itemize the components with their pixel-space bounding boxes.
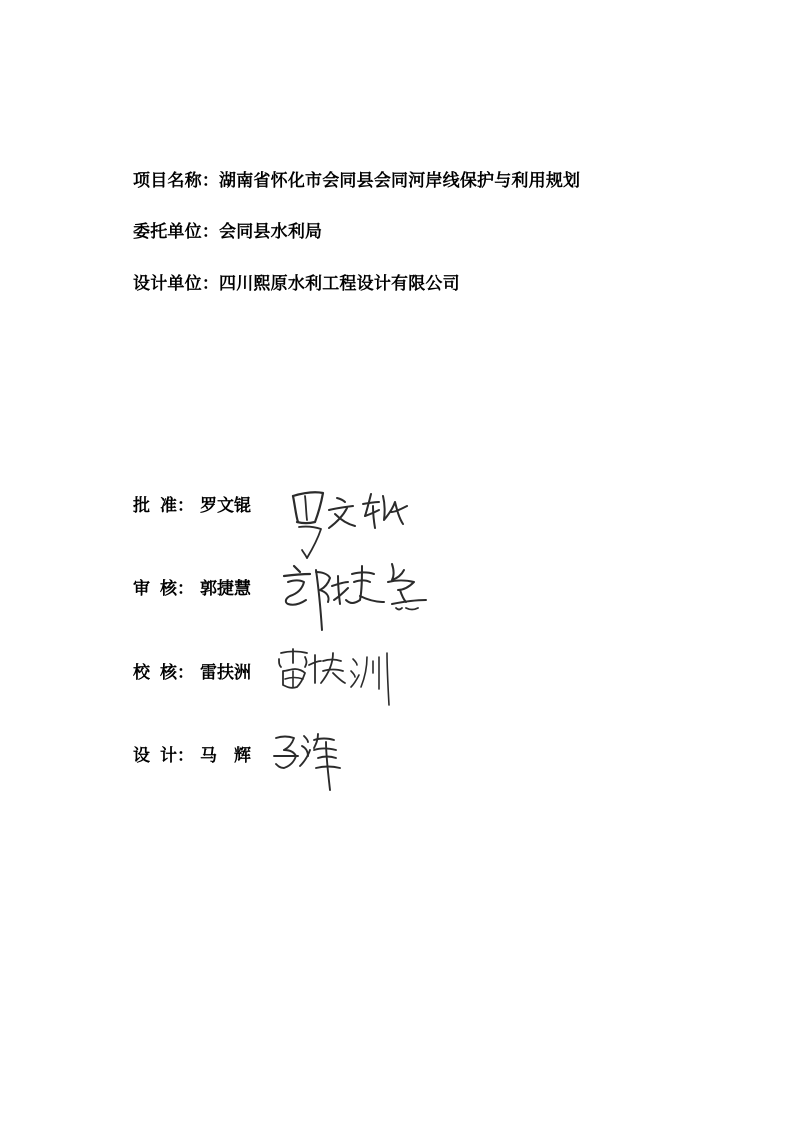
signoff-role <box>133 741 194 766</box>
signoff-row-design <box>133 737 733 767</box>
role-separator: ： <box>177 496 194 516</box>
signoff-person: 罗文锟 <box>200 496 251 516</box>
handwritten-signature-approve <box>285 482 420 572</box>
role-char: 计 <box>160 746 177 766</box>
signoff-person: 郭捷慧 <box>200 579 251 599</box>
client-value: 会同县水利局 <box>219 222 323 242</box>
role-char: 校 <box>133 663 150 683</box>
role-char: 核 <box>160 579 177 599</box>
role-separator: ： <box>177 746 194 766</box>
handwritten-signature-check <box>275 645 405 715</box>
role-char: 核 <box>160 663 177 683</box>
project-name-label: 项目名称 <box>133 171 202 191</box>
signoff-row-check <box>133 654 733 684</box>
designer-value: 四川熙原水利工程设计有限公司 <box>219 274 460 294</box>
handwritten-signature-design <box>270 728 360 798</box>
signoff-role <box>133 658 194 683</box>
client-separator: ： <box>201 222 220 242</box>
role-char: 批 <box>133 496 150 516</box>
designer-label: 设计单位 <box>133 274 202 294</box>
project-name-value: 湖南省怀化市会同县会同河岸线保护与利用规划 <box>219 171 581 191</box>
handwritten-signature-review <box>280 560 440 640</box>
designer-separator: ： <box>201 274 220 294</box>
client-label: 委托单位 <box>133 222 202 242</box>
designer-line <box>133 273 460 295</box>
project-name-separator: ： <box>201 171 220 191</box>
client-line <box>133 221 322 243</box>
signoff-person: 雷扶洲 <box>200 663 251 683</box>
signoff-person: 马 辉 <box>200 746 251 766</box>
signoff-row-approve <box>133 487 733 517</box>
signoff-role <box>133 491 194 516</box>
role-separator: ： <box>177 579 194 599</box>
role-separator: ： <box>177 663 194 683</box>
role-char: 设 <box>133 746 150 766</box>
signoff-role <box>133 574 194 599</box>
role-char: 审 <box>133 579 150 599</box>
role-char: 准 <box>160 496 177 516</box>
project-name-line <box>133 170 580 192</box>
